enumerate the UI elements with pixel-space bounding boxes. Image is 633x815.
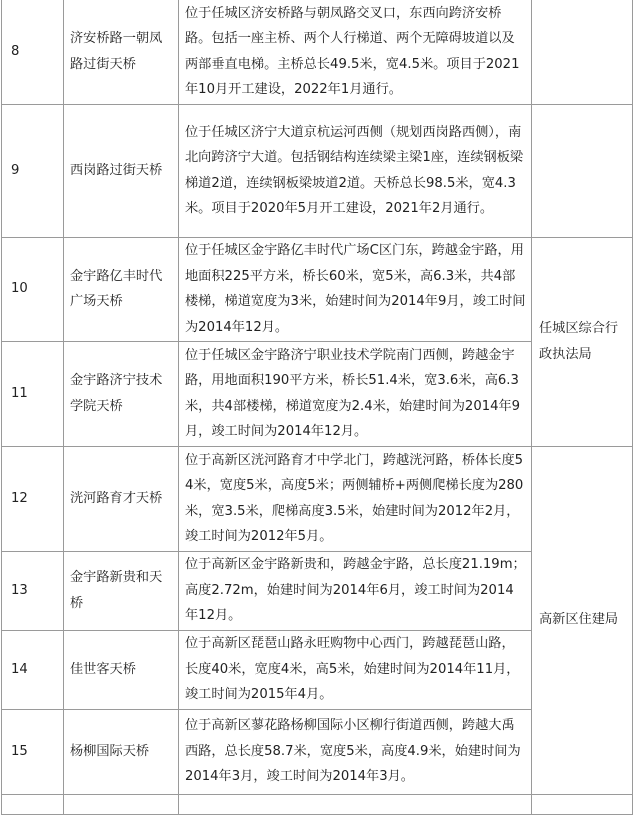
bridge-description: 位于高新区金宇路新贵和，跨越金宇路，总长度21.19m；高度2.72m，始建时间为2014年6月，竣工时间为2014年12月。	[179, 551, 532, 630]
bridge-description: 位于高新区蓼花路杨柳国际小区柳行街道西侧，跨越大禹西路，总长度58.7米，宽度5米，高度4.9米，始建时间为2014年3月，竣工时间为2014年3月。	[179, 709, 532, 794]
table-row	[2, 446, 633, 551]
row-number: 12	[2, 446, 64, 551]
row-number: 15	[2, 709, 64, 794]
row-number: 13	[2, 551, 64, 630]
bridge-description: 位于高新区琵琶山路永旺购物中心西门，跨越琵琶山路，长度40米，宽度4米，高5米，始建时间为2014年11月，竣工时间为2015年4月。	[179, 630, 532, 709]
bridge-name: 金宇路济宁技术学院天桥	[64, 341, 179, 446]
row-number: 9	[2, 104, 64, 237]
bridge-name: 金宇路亿丰时代广场天桥	[64, 237, 179, 341]
bridge-table	[1, 0, 633, 815]
row-number: 14	[2, 630, 64, 709]
bridge-description: 位于任城区金宇路亿丰时代广场C区门东，跨越金宇路，用地面积225平方米，桥长60米，宽5米，高6.3米，共4部楼梯，梯道宽度为3米，始建时间为2014年9月，竣工时间为2014年12月。	[179, 237, 532, 341]
bridge-name: 西岗路过街天桥	[64, 104, 179, 237]
bridge-name: 佳世客天桥	[64, 630, 179, 709]
row-number: 8	[2, 0, 64, 104]
department-cell-empty	[532, 104, 633, 237]
table-row	[2, 237, 633, 341]
row-number: 11	[2, 341, 64, 446]
table-row	[2, 0, 633, 104]
bridge-name: 杨柳国际天桥	[64, 709, 179, 794]
bridge-name: 金宇路新贵和天桥	[64, 551, 179, 630]
cut-cell	[532, 794, 633, 814]
bridge-description: 位于任城区济安桥路与朝凤路交叉口，东西向跨济安桥路。包括一座主桥、两个人行梯道、两个无障碍坡道以及两部垂直电梯。主桥总长49.5米，宽4.5米。项目于2021年10月开工建设，2022年1月通行。	[179, 0, 532, 104]
row-number: 10	[2, 237, 64, 341]
table-row	[2, 104, 633, 237]
bridge-name: 洸河路育才天桥	[64, 446, 179, 551]
bridge-description: 位于任城区济宁大道京杭运河西侧（规划西岗路西侧），南北向跨济宁大道。包括钢结构连续梁主梁1座，连续钢板梁梯道2道，连续钢板梁坡道2道。天桥总长98.5米，宽4.3米。项目于2020年5月开工建设，2021年2月通行。	[179, 104, 532, 237]
bridge-name: 济安桥路一朝凤路过街天桥	[64, 0, 179, 104]
department-gaoxin: 高新区住建局	[532, 446, 633, 794]
cut-cell	[2, 794, 64, 814]
bridge-description: 位于任城区金宇路济宁职业技术学院南门西侧，跨越金宇路，用地面积190平方米，桥长51.4米，宽3.6米，高6.3米，共4部楼梯，梯道宽度为2.4米，始建时间为2014年9月，竣工时间为2014年12月。	[179, 341, 532, 446]
table-row-partial	[2, 794, 633, 814]
bridge-description: 位于高新区洸河路育才中学北门，跨越洸河路，桥体长度54米，宽度5米，高度5米；两侧辅桥+两侧爬梯长度为280米，宽3.5米，爬梯高度3.5米，始建时间为2012年2月，竣工时间为2012年5月。	[179, 446, 532, 551]
department-cell-empty	[532, 0, 633, 104]
department-rencheng: 任城区综合行政执法局	[532, 237, 633, 446]
cut-cell	[64, 794, 179, 814]
cut-cell	[179, 794, 532, 814]
